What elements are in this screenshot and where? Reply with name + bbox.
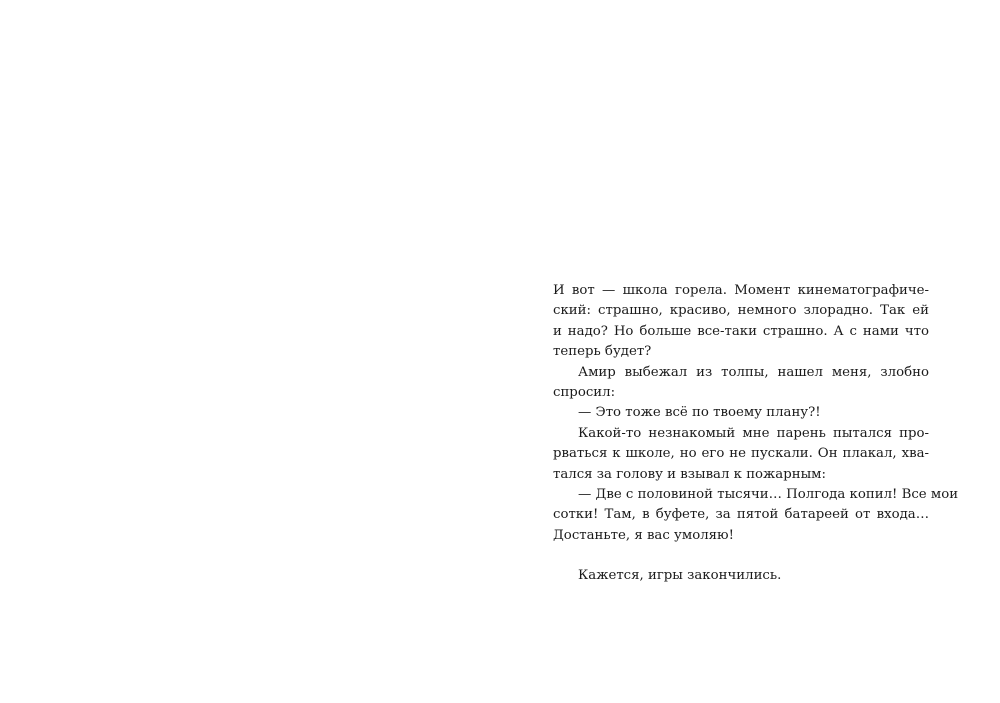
paragraph-5 [553,485,959,546]
text-line: Кажется, игры закончились. [578,568,782,584]
text-line: — Две с половиной тысячи… Полгода копил! Все мои [578,486,959,502]
text-line: теперь будет? [553,344,652,360]
paragraph-6 [553,566,929,586]
section-break [553,546,929,566]
text-line: Какой-то незнакомый мне парень пытался про- [578,425,929,441]
paragraph-4 [553,424,929,485]
paragraph-2 [553,363,929,404]
text-line: Амир выбежал из толпы, нашел меня, злобно [578,364,929,380]
text-line: и надо? Но больше все-таки страшно. А с нами что [553,323,929,339]
paragraph-1 [553,281,929,363]
text-line: рваться к школе, но его не пускали. Он плакал, хва- [553,446,929,462]
body-text [553,281,959,587]
text-line: ский: страшно, красиво, немного злорадно. Так ей [553,303,929,319]
right-page [500,0,1000,703]
paragraph-3 [553,403,929,423]
text-line: спросил: [553,384,616,400]
text-line: — Это тоже всё по твоему плану?! [578,405,821,421]
text-line: И вот — школа горела. Момент кинематографиче- [553,283,929,298]
text-line: сотки! Там, в буфете, за пятой батареей от входа… [553,507,929,523]
text-line: тался за голову и взывал к пожарным: [553,466,827,482]
text-line: Достаньте, я вас умоляю! [553,527,734,543]
